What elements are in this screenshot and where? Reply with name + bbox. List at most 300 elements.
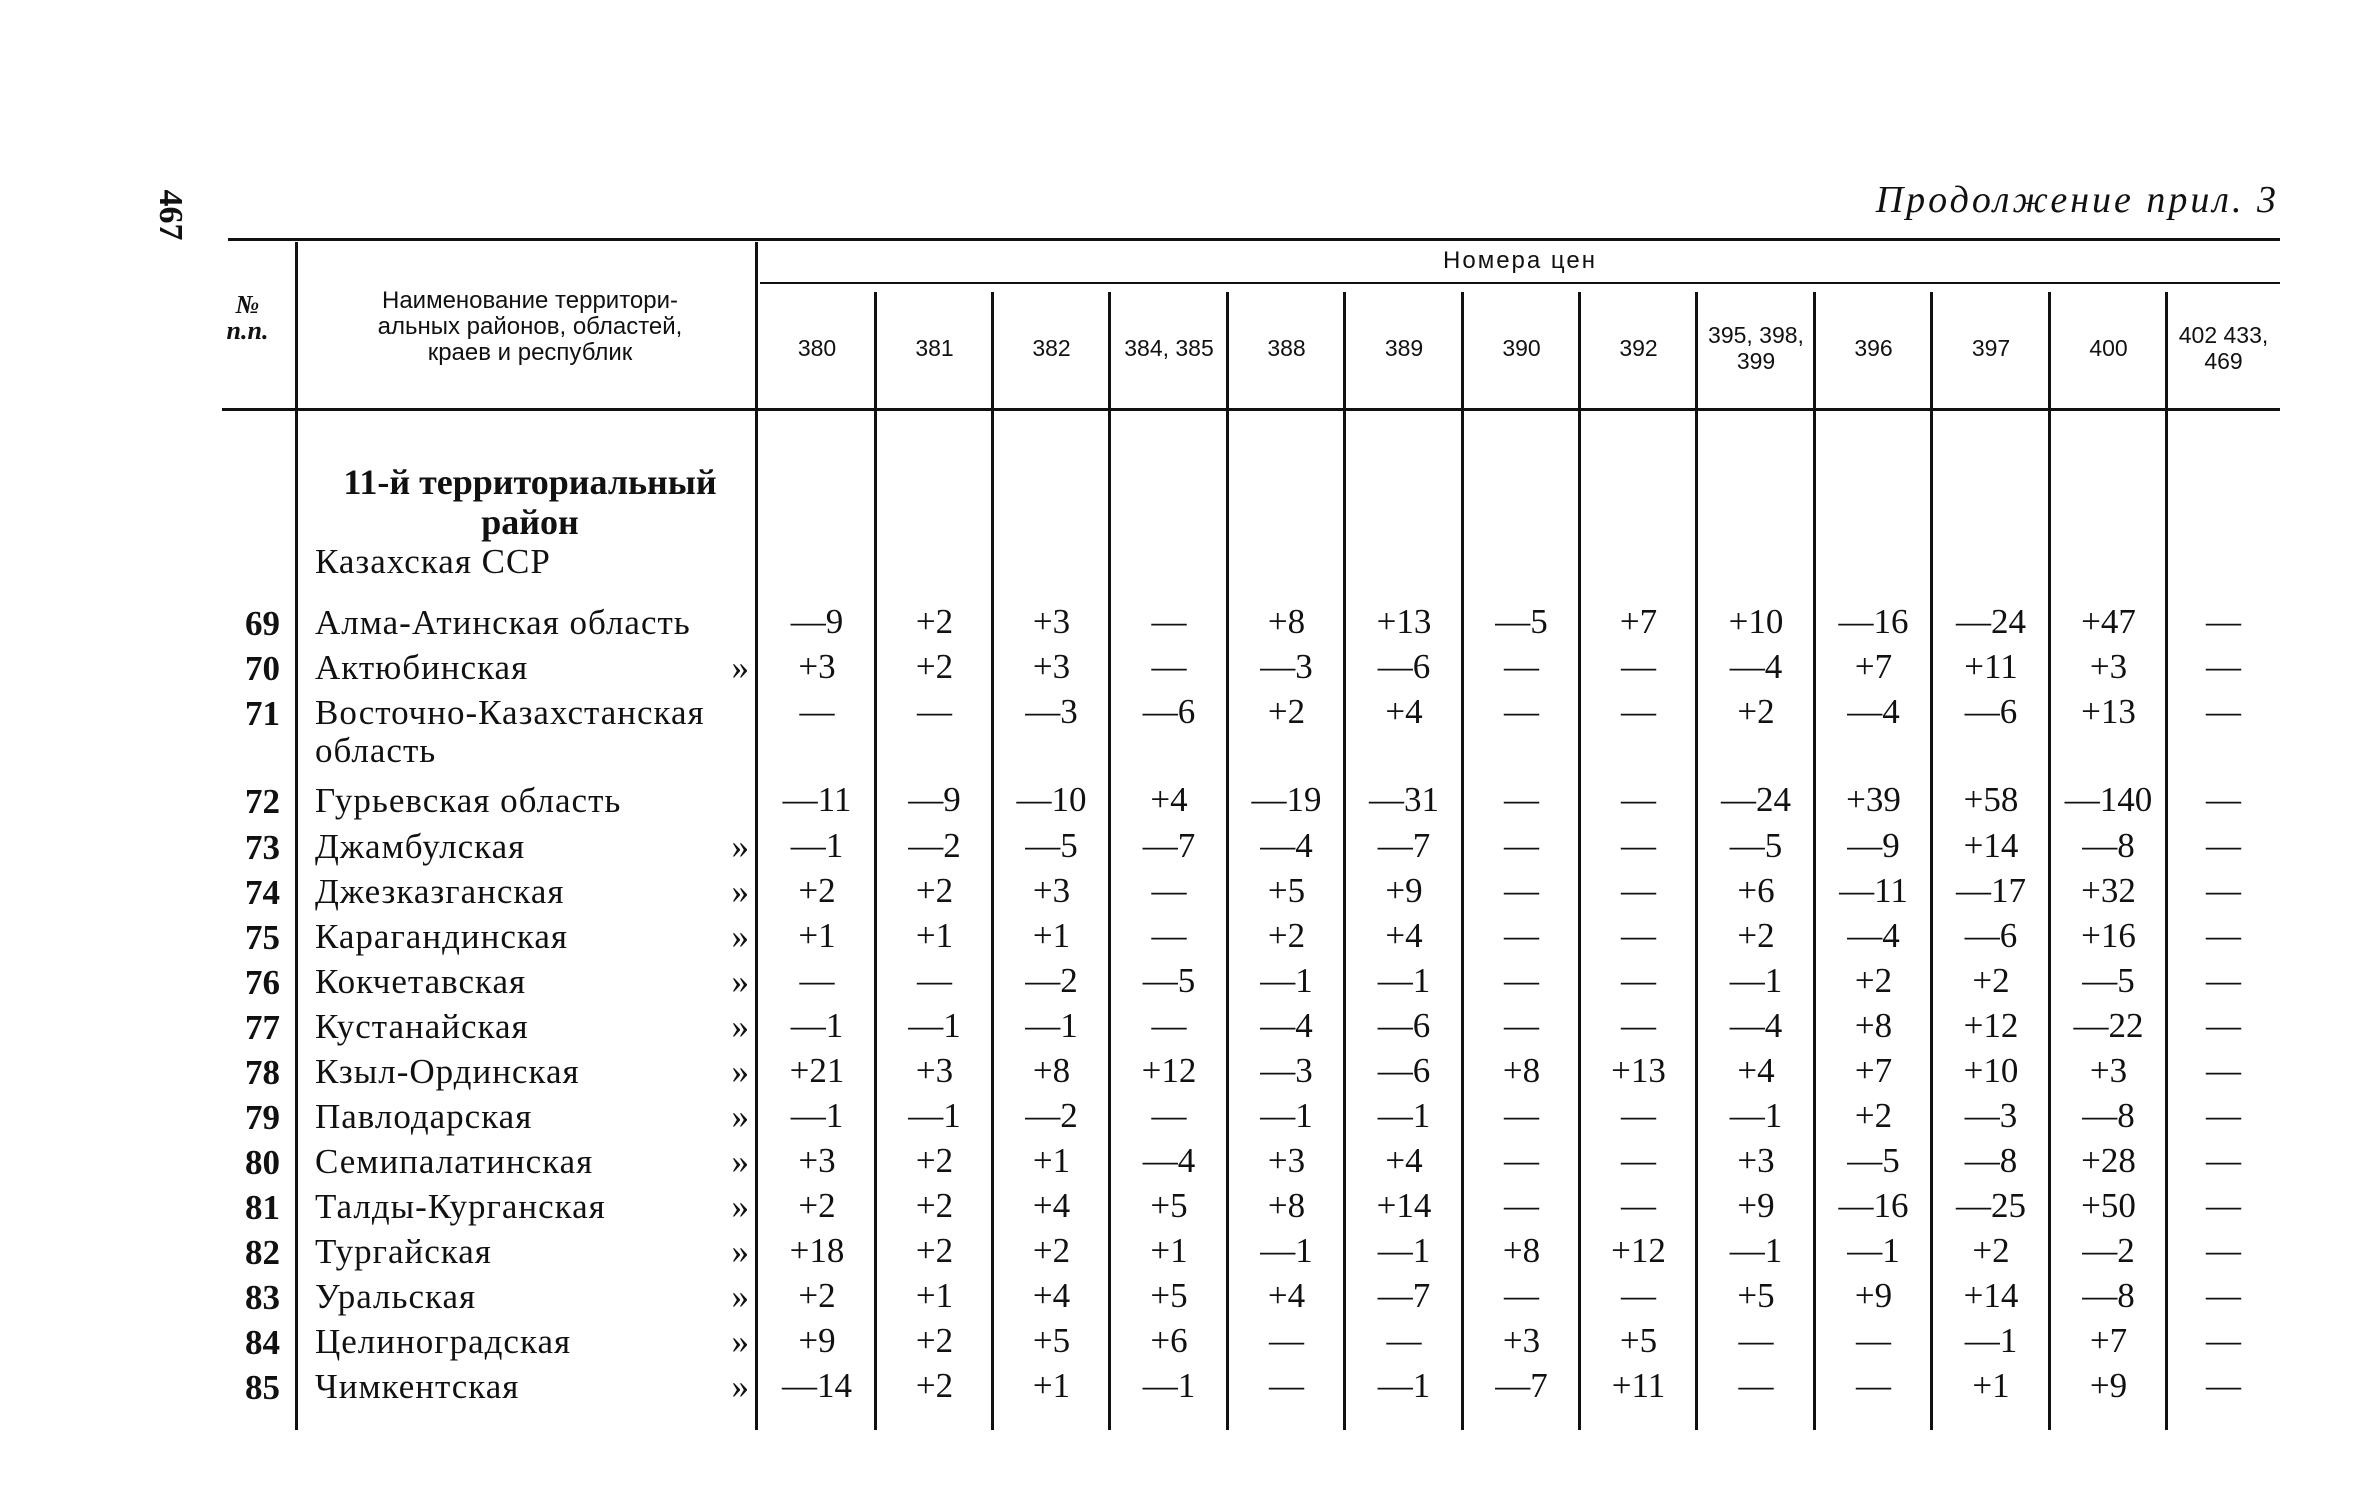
price-cell: — (1856, 1321, 1891, 1360)
price-column-header (1463, 292, 1580, 404)
price-cell: —4 (1260, 1006, 1313, 1045)
price-cell: +2 (798, 871, 836, 910)
price-cell: — (2206, 1321, 2241, 1360)
price-cell: —1 (1377, 1366, 1431, 1405)
price-cell: +8 (1267, 602, 1306, 641)
price-cell: +16 (2081, 916, 2136, 955)
price-cell: +2 (915, 647, 954, 686)
price-cell: —1 (1377, 1231, 1431, 1270)
price-cell: — (1621, 1096, 1656, 1135)
price-cell: +58 (1963, 780, 2019, 819)
price-cell: — (1621, 647, 1656, 686)
price-cell: —9 (908, 780, 961, 819)
price-cell: —1 (1025, 1006, 1078, 1045)
price-cell: +9 (798, 1321, 836, 1360)
region-name-text: Семипалатинская (315, 1142, 594, 1181)
price-cell: —8 (2082, 826, 2135, 865)
price-cell: — (1269, 1321, 1304, 1360)
row-number: 76 (245, 963, 280, 1002)
row-number: 72 (245, 782, 280, 821)
ditto-mark: » (731, 872, 750, 911)
row-region-name (315, 1188, 755, 1226)
price-cell: — (1504, 1186, 1539, 1225)
price-cell: — (1151, 602, 1187, 641)
price-cell: +7 (1854, 1051, 1893, 1090)
price-cell: +3 (798, 1141, 836, 1180)
price-cell: — (1151, 871, 1187, 910)
price-cell: — (917, 692, 952, 731)
price-cell: — (1621, 1141, 1656, 1180)
price-cell: — (2206, 602, 2241, 641)
price-column-label: 380 (797, 335, 837, 361)
row-region-name (315, 963, 755, 1001)
price-cell: —1 (908, 1006, 961, 1045)
row-number: 82 (245, 1233, 280, 1272)
price-cell: — (1386, 1321, 1422, 1360)
row-region-name (315, 1098, 755, 1136)
price-cell: +9 (1737, 1186, 1775, 1225)
price-cell: —24 (1956, 602, 2026, 641)
price-cell: +5 (1150, 1276, 1188, 1315)
price-column-header (1932, 292, 2050, 404)
row-number: 71 (245, 694, 280, 733)
ditto-mark: » (731, 1367, 750, 1406)
price-cell: +3 (2089, 1051, 2128, 1090)
price-cell: +2 (1972, 1231, 2010, 1270)
price-cell: —4 (1260, 826, 1313, 865)
price-cell: +13 (1611, 1051, 1666, 1090)
prices-rule (760, 282, 2280, 284)
price-cell: — (2206, 826, 2241, 865)
price-cell: —3 (1025, 692, 1078, 731)
row-region-name (315, 694, 755, 770)
ditto-mark: » (731, 917, 750, 956)
row-region-name (315, 1143, 755, 1181)
price-column-label: 384, 385 (1124, 335, 1214, 361)
price-cell: —19 (1251, 780, 1322, 819)
price-cell: — (1504, 647, 1539, 686)
price-cell: —9 (1847, 826, 1900, 865)
num-header-label: № п.п. (226, 290, 269, 345)
price-column-header (758, 292, 876, 404)
price-cell: +8 (1267, 1186, 1306, 1225)
ditto-mark: » (731, 1007, 750, 1046)
price-cell: —3 (1260, 647, 1313, 686)
price-cell: — (1621, 871, 1656, 910)
price-cell: —11 (1839, 871, 1908, 910)
price-cell: +11 (1964, 647, 2018, 686)
price-column-header (2050, 292, 2167, 404)
price-cell: —8 (2082, 1096, 2135, 1135)
price-cell: —8 (2082, 1276, 2135, 1315)
price-cell: +1 (1972, 1366, 2010, 1405)
price-cell: +32 (2081, 871, 2136, 910)
num-column-divider (295, 242, 298, 1430)
price-cell: +3 (1032, 602, 1071, 641)
price-cell: —8 (1964, 1141, 2018, 1180)
price-cell: — (1151, 1006, 1187, 1045)
price-cell: +7 (2089, 1321, 2128, 1360)
price-cell: —2 (2082, 1231, 2135, 1270)
price-cell: +10 (1963, 1051, 2019, 1090)
price-cell: +28 (2081, 1141, 2136, 1180)
row-region-name (315, 1323, 755, 1361)
row-region-name (315, 1278, 755, 1316)
price-cell: — (1151, 916, 1187, 955)
price-cell: — (1504, 1096, 1539, 1135)
region-name-text: Талды-Курганская (315, 1187, 606, 1226)
price-column-header (1580, 292, 1697, 404)
price-cell: +8 (1854, 1006, 1893, 1045)
price-cell: +8 (1032, 1051, 1071, 1090)
price-cell: +9 (2089, 1366, 2128, 1405)
price-cell: —10 (1016, 780, 1087, 819)
price-cell: —3 (1964, 1096, 2018, 1135)
price-column-label: 402 433, 469 (2178, 322, 2269, 374)
price-cell: +47 (2081, 602, 2136, 641)
price-cell: +13 (1376, 602, 1432, 641)
row-number: 78 (245, 1053, 280, 1092)
price-cell: — (2206, 1006, 2241, 1045)
price-cell: —1 (1964, 1321, 2018, 1360)
price-column-header (2167, 292, 2280, 404)
price-cell: —25 (1956, 1186, 2026, 1225)
num-header (215, 292, 280, 344)
price-cell: —11 (782, 780, 852, 819)
price-cell: — (1269, 1366, 1304, 1405)
price-cell: — (2206, 1276, 2241, 1315)
row-number: 84 (245, 1323, 280, 1362)
price-cell: +9 (1854, 1276, 1893, 1315)
region-name-text: Тургайская (315, 1232, 492, 1271)
price-cell: +12 (1141, 1051, 1197, 1090)
price-cell: —14 (782, 1366, 852, 1405)
ditto-mark: » (731, 1187, 750, 1226)
price-cell: —17 (1956, 871, 2026, 910)
price-cell: —1 (1847, 1231, 1900, 1270)
price-cell: +2 (1972, 961, 2010, 1000)
price-cell: +5 (1619, 1321, 1658, 1360)
price-cell: +2 (1267, 692, 1306, 731)
price-cell: +3 (798, 647, 836, 686)
ditto-mark: » (731, 1097, 750, 1136)
price-cell: +11 (1611, 1366, 1666, 1405)
top-rule (228, 238, 2280, 241)
continuation-caption: Продолжение прил. 3 (1875, 179, 2279, 221)
ditto-mark: » (731, 1142, 750, 1181)
price-cell: —6 (1377, 1051, 1431, 1090)
row-region-name (315, 1008, 755, 1046)
price-cell: —5 (1025, 826, 1078, 865)
price-cell: +2 (1854, 1096, 1893, 1135)
ditto-mark: » (731, 1232, 750, 1271)
price-cell: —5 (1142, 961, 1196, 1000)
price-cell: +4 (1032, 1186, 1071, 1225)
price-cell: —5 (1847, 1141, 1900, 1180)
price-cell: +12 (1963, 1006, 2019, 1045)
price-cell: +3 (2089, 647, 2128, 686)
price-cell: +3 (915, 1051, 954, 1090)
price-cell: +4 (1150, 780, 1188, 819)
price-cell: +3 (1032, 647, 1071, 686)
price-cell: —1 (1260, 961, 1313, 1000)
row-region-name (315, 1368, 755, 1406)
price-cell: +7 (1854, 647, 1893, 686)
price-cell: —1 (1377, 961, 1431, 1000)
region-name-text: Джезказганская (315, 872, 565, 911)
price-cell: —6 (1964, 692, 2018, 731)
price-cell: —1 (790, 1096, 844, 1135)
price-cell: —6 (1377, 1006, 1431, 1045)
price-cell: —2 (908, 826, 961, 865)
row-region-name (315, 1233, 755, 1271)
price-cell: +9 (1385, 871, 1423, 910)
price-cell: —4 (1142, 1141, 1196, 1180)
row-region-name (315, 873, 755, 911)
price-cell: — (1151, 647, 1187, 686)
price-column-label: 392 (1619, 335, 1658, 361)
region-name-text: Карагандинская (315, 917, 568, 956)
price-cell: — (1856, 1366, 1891, 1405)
row-number: 79 (245, 1098, 280, 1137)
region-name-text: Алма-Атинская область (315, 603, 691, 642)
price-cell: — (1621, 826, 1656, 865)
price-cell: —5 (1729, 826, 1783, 865)
price-cell: —5 (2082, 961, 2135, 1000)
row-number: 83 (245, 1278, 280, 1317)
price-cell: — (2206, 871, 2241, 910)
price-cell: —1 (1142, 1366, 1196, 1405)
row-number: 70 (245, 649, 280, 688)
price-cell: +1 (915, 1276, 954, 1315)
price-column-header (876, 292, 993, 404)
price-cell: +4 (1267, 1276, 1306, 1315)
price-cell: +14 (1963, 1276, 2019, 1315)
price-cell: —7 (1142, 826, 1196, 865)
price-cell: —5 (1495, 602, 1548, 641)
price-cell: +4 (1737, 1051, 1775, 1090)
price-cell: —7 (1495, 1366, 1548, 1405)
region-name-text: Джамбулская (315, 827, 526, 866)
name-header-line: краев и республик (427, 339, 633, 366)
price-cell: —16 (1838, 1186, 1909, 1225)
price-cell: —4 (1729, 647, 1783, 686)
price-cell: — (2206, 1231, 2241, 1270)
ditto-mark: » (731, 1322, 750, 1361)
price-cell: +2 (915, 1231, 954, 1270)
price-cell: +10 (1728, 602, 1784, 641)
price-column-label: 382 (1032, 335, 1071, 361)
price-cell: —31 (1369, 780, 1439, 819)
price-column-header (1110, 292, 1228, 404)
price-cell: — (2206, 1186, 2241, 1225)
price-cell: —1 (908, 1096, 961, 1135)
price-cell: +4 (1385, 1141, 1423, 1180)
price-cell: —7 (1377, 1276, 1431, 1315)
price-column-header (1697, 292, 1815, 404)
row-number: 73 (245, 828, 280, 867)
price-cell: —6 (1142, 692, 1196, 731)
price-cell: +2 (798, 1276, 836, 1315)
price-column-label: 396 (1854, 335, 1893, 361)
price-cell: +1 (915, 916, 954, 955)
price-cell: +7 (1619, 602, 1658, 641)
price-cell: —1 (1729, 1231, 1783, 1270)
region-name-text: Уральская (315, 1277, 477, 1316)
price-column-header (1345, 292, 1463, 404)
price-cell: —16 (1838, 602, 1909, 641)
price-cell: —2 (1025, 961, 1078, 1000)
price-cell: —22 (2073, 1006, 2144, 1045)
price-cell: — (1621, 1186, 1656, 1225)
row-number: 81 (245, 1188, 280, 1227)
price-cell: +8 (1502, 1051, 1541, 1090)
price-cell: — (1621, 692, 1656, 731)
price-cell: +2 (1737, 916, 1775, 955)
price-cell: +2 (1737, 692, 1775, 731)
price-cell: — (799, 961, 835, 1000)
row-number: 77 (245, 1008, 280, 1047)
price-cell: — (1621, 1276, 1656, 1315)
price-cell: — (1738, 1321, 1774, 1360)
ditto-mark: » (731, 1277, 750, 1316)
price-cell: — (2206, 1366, 2241, 1405)
price-cell: — (1504, 780, 1539, 819)
price-cell: — (2206, 1096, 2241, 1135)
price-cell: — (1504, 961, 1539, 1000)
price-cell: — (1621, 916, 1656, 955)
price-cell: +3 (1267, 1141, 1306, 1180)
price-cell: +18 (789, 1231, 845, 1270)
price-cell: +14 (1376, 1186, 1432, 1225)
price-cell: +4 (1385, 916, 1423, 955)
price-column-label: 397 (1971, 335, 2011, 361)
row-number: 75 (245, 918, 280, 957)
price-cell: +3 (1502, 1321, 1541, 1360)
price-cell: +2 (1032, 1231, 1071, 1270)
price-cell: +1 (1032, 1366, 1071, 1405)
price-cell: —1 (1260, 1231, 1313, 1270)
price-cell: — (1738, 1366, 1774, 1405)
ditto-mark: » (731, 1052, 750, 1091)
price-cell: —1 (1729, 1096, 1783, 1135)
price-cell: — (1504, 1141, 1539, 1180)
price-cell: +2 (915, 871, 954, 910)
row-number: 85 (245, 1368, 280, 1407)
header-bottom-rule (222, 408, 2280, 411)
row-number: 74 (245, 873, 280, 912)
region-name-text: Актюбинская (315, 648, 529, 687)
price-cell: +6 (1150, 1321, 1188, 1360)
price-cell: +8 (1502, 1231, 1541, 1270)
price-cell: — (917, 961, 952, 1000)
price-cell: —9 (790, 602, 844, 641)
price-cell: — (2206, 1141, 2241, 1180)
price-cell: —2 (1025, 1096, 1078, 1135)
price-cell: +1 (1032, 1141, 1071, 1180)
price-cell: — (2206, 647, 2241, 686)
price-cell: —4 (1847, 692, 1900, 731)
price-cell: +2 (915, 602, 954, 641)
row-region-name (315, 918, 755, 956)
price-cell: —1 (790, 826, 844, 865)
price-cell: +5 (1267, 871, 1306, 910)
price-cell: +2 (915, 1186, 954, 1225)
price-column-label: 390 (1502, 335, 1541, 361)
row-number: 80 (245, 1143, 280, 1182)
price-cell: — (2206, 692, 2241, 731)
region-name-text: Кокчетавская (315, 962, 527, 1001)
price-cell: —140 (2064, 780, 2153, 819)
price-column-label: 389 (1384, 335, 1424, 361)
price-cell: +1 (1032, 916, 1071, 955)
price-cell: —1 (790, 1006, 844, 1045)
price-cell: —24 (1721, 780, 1791, 819)
price-cell: +1 (1150, 1231, 1188, 1270)
price-cell: +50 (2081, 1186, 2136, 1225)
price-cell: +12 (1611, 1231, 1666, 1270)
price-cell: —1 (1260, 1096, 1313, 1135)
region-name-text: Кустанайская (315, 1007, 529, 1046)
price-cell: +21 (789, 1051, 845, 1090)
group-title: 11-й территориальный район (343, 462, 717, 542)
price-cell: — (1621, 780, 1656, 819)
price-cell: — (1504, 916, 1539, 955)
region-name-text: Павлодарская (315, 1097, 533, 1136)
price-cell: +5 (1737, 1276, 1775, 1315)
row-region-name (315, 782, 755, 820)
price-cell: — (2206, 1051, 2241, 1090)
price-cell: +2 (1267, 916, 1306, 955)
ditto-mark: » (731, 648, 750, 687)
region-name-text: Целиноградская (315, 1322, 572, 1361)
ditto-mark: » (731, 962, 750, 1001)
price-cell: — (1504, 826, 1539, 865)
price-column-label: 381 (915, 335, 954, 361)
republic-name: Казахская ССР (315, 542, 551, 581)
price-cell: — (1504, 871, 1539, 910)
price-cell: +2 (1854, 961, 1893, 1000)
price-cell: — (2206, 916, 2241, 955)
price-cell: +4 (1385, 692, 1423, 731)
price-cell: — (1504, 692, 1539, 731)
price-cell: —1 (1729, 961, 1783, 1000)
price-cell: +5 (1032, 1321, 1071, 1360)
price-cell: +2 (915, 1366, 954, 1405)
price-cell: —1 (1377, 1096, 1431, 1135)
price-cell: —7 (1377, 826, 1431, 865)
price-column-header (993, 292, 1110, 404)
price-cell: +14 (1963, 826, 2019, 865)
row-region-name (315, 604, 755, 642)
price-cell: — (1504, 1006, 1539, 1045)
price-cell: — (799, 692, 835, 731)
page-number: 467 (152, 189, 189, 241)
name-header (300, 288, 760, 366)
region-name-text: Гурьевская область (315, 781, 622, 820)
region-name-text: Восточно-Казахстанская область (315, 693, 705, 770)
row-region-name (315, 1053, 755, 1091)
price-cell: +3 (1737, 1141, 1775, 1180)
row-number: 69 (245, 604, 280, 643)
name-header-line: альных районов, областей, (377, 313, 683, 340)
price-column-label: 400 (2089, 335, 2128, 361)
price-cell: +2 (798, 1186, 836, 1225)
price-cell: +2 (915, 1141, 954, 1180)
price-cell: —6 (1377, 647, 1431, 686)
price-cell: +2 (915, 1321, 954, 1360)
price-cell: +3 (1032, 871, 1071, 910)
